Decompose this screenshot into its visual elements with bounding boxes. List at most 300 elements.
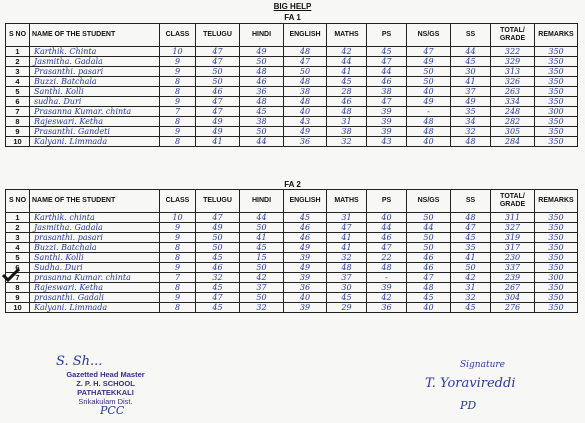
score-cell: 49 [407,97,451,107]
score-cell: 47 [367,243,407,253]
serial-number: 2 [6,223,30,233]
score-cell: 22 [367,253,407,263]
table-row [6,213,578,223]
serial-number: 4 [6,77,30,87]
score-cell: 49 [196,117,240,127]
score-cell: 45 [327,77,367,87]
score-cell: 46 [284,223,327,233]
score-cell: 46 [240,77,284,87]
column-header: ENGLISH [284,190,327,213]
score-cell: 7 [160,107,196,117]
score-cell: 48 [284,47,327,57]
score-cell: 47 [196,57,240,67]
score-cell: 31 [327,117,367,127]
score-cell: 40 [367,213,407,223]
column-header: HINDI [240,24,284,47]
score-cell: 36 [284,283,327,293]
student-name: prasanthi. Gadali [30,293,160,303]
score-cell: 47 [451,223,491,233]
serial-number: 9 [6,127,30,137]
student-name: Jasmitha. Gadala [30,57,160,67]
score-cell: 41 [451,77,491,87]
table-row [6,137,578,147]
score-cell: 350 [535,213,578,223]
column-header: REMARKS [535,24,578,47]
score-cell: 43 [367,137,407,147]
score-cell: 49 [284,263,327,273]
score-cell: 45 [451,303,491,313]
score-cell: 50 [407,243,451,253]
score-cell: 49 [407,57,451,67]
score-cell: 322 [491,47,535,57]
serial-number: 4 [6,243,30,253]
score-cell: 48 [367,263,407,273]
score-cell: 45 [196,283,240,293]
score-cell: 350 [535,263,578,273]
score-cell: 37 [451,87,491,97]
score-cell: 48 [240,67,284,77]
score-cell: 44 [367,67,407,77]
score-cell: 9 [160,223,196,233]
column-header: CLASS [160,24,196,47]
score-cell: 32 [327,137,367,147]
serial-number: 7 [6,273,30,283]
serial-number: 8 [6,283,30,293]
stamp-role: PCC [100,404,125,417]
score-cell: 267 [491,283,535,293]
score-cell: 47 [196,293,240,303]
score-cell: 8 [160,303,196,313]
score-cell: 326 [491,77,535,87]
score-cell: 50 [196,233,240,243]
score-cell: 48 [284,97,327,107]
score-cell: 350 [535,293,578,303]
serial-number: 7 [6,107,30,117]
score-cell: 50 [407,67,451,77]
table-row [6,293,578,303]
score-cell: 305 [491,127,535,137]
score-cell: 9 [160,233,196,243]
score-cell: 36 [367,303,407,313]
score-cell: 47 [367,57,407,67]
table-row [6,273,578,283]
score-cell: 44 [240,213,284,223]
score-cell: 44 [240,137,284,147]
score-cell: 31 [451,283,491,293]
score-cell: 47 [284,57,327,67]
serial-number: 6 [6,97,30,107]
score-cell: 40 [284,293,327,303]
score-cell: 8 [160,77,196,87]
score-cell: 350 [535,137,578,147]
score-cell: 350 [535,47,578,57]
score-cell: 45 [367,47,407,57]
score-cell: 39 [284,273,327,283]
score-cell: 32 [196,273,240,283]
student-name: Karthik. chinta [30,213,160,223]
score-cell: 311 [491,213,535,223]
student-name: prasanna Kumar. chinta [30,273,160,283]
score-cell: 31 [327,213,367,223]
score-cell: 282 [491,117,535,127]
table-row [6,283,578,293]
score-cell: 48 [407,283,451,293]
score-cell: 49 [284,127,327,137]
table-row [6,107,578,117]
serial-number: 3 [6,67,30,77]
score-cell: 46 [196,87,240,97]
column-header: PS [367,24,407,47]
table-row [6,87,578,97]
score-cell: 47 [327,223,367,233]
score-cell: 9 [160,293,196,303]
column-header: SS [451,190,491,213]
score-cell: 317 [491,243,535,253]
score-cell: 39 [284,253,327,263]
score-cell: 350 [535,127,578,137]
score-cell: 39 [367,127,407,137]
score-cell: 46 [407,253,451,263]
score-cell: 350 [535,77,578,87]
serial-number: 2 [6,57,30,67]
score-cell: 42 [367,293,407,303]
score-cell: 48 [407,117,451,127]
score-cell: 41 [451,253,491,263]
table-row [6,243,578,253]
column-header: HINDI [240,190,284,213]
table-row [6,67,578,77]
stamp-line-1: Gazetted Head Master [66,370,145,379]
score-cell: 350 [535,233,578,243]
fa2-label: FA 2 [284,180,301,189]
score-cell: 284 [491,137,535,147]
column-header: TELUGU [196,190,240,213]
checkmark-icon [2,268,20,282]
score-cell: 49 [240,47,284,57]
score-cell: 239 [491,273,535,283]
score-cell: 50 [451,263,491,273]
score-cell: 337 [491,263,535,273]
score-cell: 350 [535,117,578,127]
score-cell: 32 [327,253,367,263]
score-cell: 41 [327,67,367,77]
pd-signature: T. Yoravireddi [425,376,516,391]
score-cell: 9 [160,127,196,137]
school-stamp [38,354,173,420]
score-cell: 48 [451,213,491,223]
stamp-line-2: Z. P. H. SCHOOL [76,379,135,388]
serial-number: 8 [6,117,30,127]
score-cell: 37 [240,283,284,293]
score-cell: 47 [196,213,240,223]
score-cell: 350 [535,223,578,233]
score-cell: 263 [491,87,535,97]
score-cell: 40 [407,303,451,313]
score-cell: 29 [327,303,367,313]
student-name: Rajeswari. Ketha [30,283,160,293]
score-cell: 48 [451,137,491,147]
score-cell: 313 [491,67,535,77]
score-cell: 38 [284,87,327,97]
signature-label: Signature [460,360,506,370]
score-cell: 50 [196,77,240,87]
table-row [6,117,578,127]
score-cell: 42 [451,273,491,283]
score-cell: 8 [160,253,196,263]
score-cell: - [407,107,451,117]
score-cell: 28 [327,87,367,97]
score-cell: 10 [160,47,196,57]
score-cell: 38 [240,117,284,127]
student-name: Prasanthi. pasari [30,67,160,77]
score-cell: 39 [367,107,407,117]
table-row [6,57,578,67]
score-cell: 41 [196,137,240,147]
student-name: Kalyani. Limmada [30,303,160,313]
score-cell: 327 [491,223,535,233]
score-cell: 9 [160,263,196,273]
table-row [6,223,578,233]
student-name: sudha. Duri [30,97,160,107]
score-cell: 334 [491,97,535,107]
score-cell: 46 [367,77,407,87]
score-cell: 44 [407,223,451,233]
serial-number: 1 [6,47,30,57]
column-header: NS/GS [407,24,451,47]
student-name: prasanthi. pasari [30,233,160,243]
score-cell: 45 [327,293,367,303]
score-cell: 41 [240,233,284,243]
score-cell: 45 [284,213,327,223]
serial-number: 1 [6,213,30,223]
score-cell: 45 [240,107,284,117]
score-cell: 50 [196,243,240,253]
score-cell: 36 [240,87,284,97]
score-cell: 42 [240,273,284,283]
score-cell: 38 [367,87,407,97]
table-row [6,303,578,313]
score-cell: 37 [327,273,367,283]
score-cell: 44 [367,223,407,233]
score-cell: 40 [284,107,327,117]
score-cell: 300 [535,107,578,117]
score-cell: 49 [196,127,240,137]
table-row [6,233,578,243]
column-header: CLASS [160,190,196,213]
score-cell: 9 [160,67,196,77]
score-cell: 35 [451,107,491,117]
score-cell: 46 [327,97,367,107]
table-row [6,127,578,137]
score-cell: 47 [367,97,407,107]
score-cell: 30 [327,283,367,293]
score-cell: 47 [196,47,240,57]
score-cell: 350 [535,253,578,263]
score-cell: 40 [407,87,451,97]
score-cell: 47 [196,107,240,117]
score-cell: 276 [491,303,535,313]
score-cell: 50 [284,67,327,77]
score-cell: 300 [535,273,578,283]
score-cell: 41 [327,233,367,243]
student-name: Buzzi. Batchala [30,77,160,87]
score-cell: 47 [196,97,240,107]
column-header: NAME OF THE STUDENT [30,190,160,213]
stamp-signature: S. Sh... [56,354,103,369]
score-cell: 48 [240,97,284,107]
column-header: TOTAL/ GRADE [491,24,535,47]
score-cell: 50 [407,233,451,243]
column-header: NAME OF THE STUDENT [30,24,160,47]
score-cell: 230 [491,253,535,263]
score-cell: 49 [284,243,327,253]
table-row [6,263,578,273]
score-cell: 50 [407,77,451,87]
score-cell: 46 [367,233,407,243]
score-cell: 8 [160,137,196,147]
score-cell: 350 [535,57,578,67]
column-header: S NO [6,24,30,47]
score-cell: 45 [407,293,451,303]
score-cell: 35 [451,243,491,253]
column-header: MATHS [327,24,367,47]
score-cell: - [367,273,407,283]
fa2-table [5,189,578,313]
score-cell: 39 [367,283,407,293]
score-cell: 50 [240,223,284,233]
score-cell: 48 [327,107,367,117]
score-cell: 38 [327,127,367,137]
score-cell: 45 [451,233,491,243]
score-cell: 43 [284,117,327,127]
student-name: Sudha. Duri [30,263,160,273]
score-cell: 47 [407,47,451,57]
score-cell: 44 [327,57,367,67]
score-cell: 48 [327,263,367,273]
table-row [6,97,578,107]
score-cell: 41 [327,243,367,253]
score-cell: 46 [196,263,240,273]
score-cell: 44 [451,47,491,57]
score-cell: 50 [240,263,284,273]
score-cell: 9 [160,97,196,107]
column-header: MATHS [327,190,367,213]
score-cell: 45 [196,303,240,313]
score-cell: 32 [451,293,491,303]
score-cell: 8 [160,117,196,127]
table-row [6,253,578,263]
serial-number: 9 [6,293,30,303]
score-cell: 46 [284,233,327,243]
serial-number: 5 [6,253,30,263]
stamp-line-4: Srikakulam Dist. [78,397,133,406]
score-cell: 248 [491,107,535,117]
score-cell: 32 [451,127,491,137]
score-cell: 50 [240,127,284,137]
pd-role: PD [460,399,477,412]
student-name: Santhi. Kolli [30,253,160,263]
score-cell: 48 [407,127,451,137]
student-name: Karthik. Chinta [30,47,160,57]
score-cell: 350 [535,87,578,97]
fa1-table [5,23,578,147]
score-cell: 329 [491,57,535,67]
score-cell: 48 [284,77,327,87]
student-name: Prasanna Kumar. chinta [30,107,160,117]
score-cell: 42 [327,47,367,57]
score-cell: 50 [407,213,451,223]
score-cell: 8 [160,243,196,253]
fa1-label: FA 1 [284,13,301,22]
column-header: ENGLISH [284,24,327,47]
score-cell: 32 [240,303,284,313]
student-name: Kalyani. Limmada [30,137,160,147]
column-header: TOTAL/ GRADE [491,190,535,213]
score-cell: 10 [160,213,196,223]
column-header: REMARKS [535,190,578,213]
student-name: Jasmitha. Gadala [30,223,160,233]
serial-number: 3 [6,233,30,243]
score-cell: 350 [535,303,578,313]
score-cell: 34 [451,117,491,127]
score-cell: 40 [407,137,451,147]
score-cell: 49 [451,97,491,107]
score-cell: 350 [535,283,578,293]
score-cell: 47 [407,273,451,283]
student-name: Rajeswari. Ketha [30,117,160,127]
score-cell: 15 [240,253,284,263]
table-row [6,47,578,57]
score-cell: 45 [196,253,240,263]
serial-number: 10 [6,137,30,147]
serial-number: 6 [6,263,30,273]
score-cell: 50 [196,67,240,77]
serial-number: 10 [6,303,30,313]
student-name: Santhi. Kolli [30,87,160,97]
score-cell: 8 [160,87,196,97]
student-name: Prasanthi. Gandeti [30,127,160,137]
serial-number: 5 [6,87,30,97]
score-cell: 39 [367,117,407,127]
score-cell: 36 [284,137,327,147]
score-cell: 9 [160,57,196,67]
column-header: S NO [6,190,30,213]
page-title: BIG HELP [273,2,312,11]
score-cell: 45 [451,57,491,67]
score-cell: 50 [240,57,284,67]
score-cell: 7 [160,273,196,283]
stamp-line-3: PATHATEKKALI [77,388,134,397]
score-cell: 350 [535,97,578,107]
column-header: TELUGU [196,24,240,47]
student-name: Buzzi. Batchala [30,243,160,253]
score-cell: 304 [491,293,535,303]
column-header: SS [451,24,491,47]
score-cell: 319 [491,233,535,243]
column-header: NS/GS [407,190,451,213]
score-cell: 50 [240,293,284,303]
column-header: PS [367,190,407,213]
score-cell: 39 [284,303,327,313]
score-cell: 49 [196,223,240,233]
score-cell: 45 [240,243,284,253]
score-cell: 8 [160,283,196,293]
score-cell: 46 [407,263,451,273]
score-cell: 350 [535,67,578,77]
score-cell: 30 [451,67,491,77]
score-cell: 350 [535,243,578,253]
table-row [6,77,578,87]
